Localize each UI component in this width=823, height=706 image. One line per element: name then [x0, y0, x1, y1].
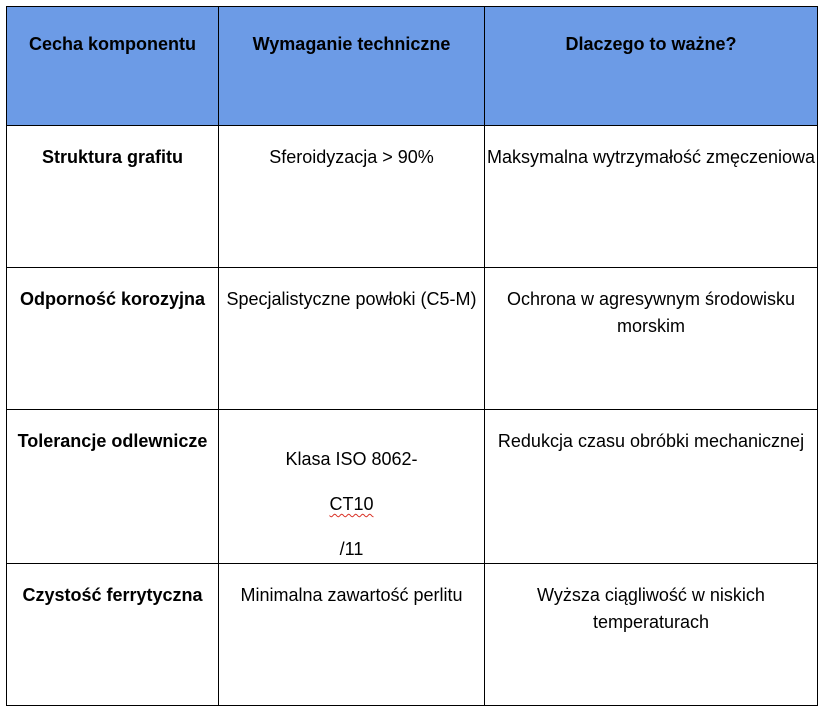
requirement-prefix: Klasa ISO 8062-: [285, 449, 418, 469]
reason-text: Maksymalna wytrzymałość zmęczeniowa: [486, 147, 816, 167]
requirement-cell: [219, 126, 485, 268]
feature-cell: [7, 126, 219, 268]
header-cell-feature: [7, 7, 219, 126]
requirement-cell: [219, 564, 485, 706]
requirement-text: Specjalistyczne powłoki (C5-M): [226, 289, 477, 309]
reason-text: Ochrona w agresywnym środowisku morskim: [506, 289, 796, 336]
reason-cell: [485, 268, 818, 410]
reason-cell: [485, 410, 818, 564]
feature-text: Czystość ferrytyczna: [22, 585, 203, 605]
reason-cell: [485, 564, 818, 706]
requirement-text: Sferoidyzacja > 90%: [269, 147, 434, 167]
requirement-cell: [219, 410, 485, 564]
reason-text: Wyższa ciągliwość w niskich temperaturach: [537, 585, 765, 632]
requirement-suffix: /11: [339, 539, 364, 559]
feature-cell: [7, 268, 219, 410]
header-feature-label: Cecha komponentu: [28, 34, 197, 54]
requirements-table: [6, 6, 818, 706]
table-row: [7, 564, 818, 706]
table-row: [7, 126, 818, 268]
requirement-text: [219, 410, 484, 563]
header-cell-requirement: [219, 7, 485, 126]
feature-text: Odporność korozyjna: [19, 289, 206, 309]
spellcheck-flagged-word[interactable]: CT10: [329, 494, 374, 514]
table-header-row: [7, 7, 818, 126]
feature-cell: [7, 564, 219, 706]
feature-text: Struktura grafitu: [41, 147, 183, 167]
reason-cell: [485, 126, 818, 268]
feature-text: Tolerancje odlewnicze: [17, 431, 208, 451]
requirement-cell: [219, 268, 485, 410]
reason-text: Redukcja czasu obróbki mechanicznej: [497, 431, 805, 451]
table-row: [7, 268, 818, 410]
header-cell-reason: [485, 7, 818, 126]
header-reason-label: Dlaczego to ważne?: [565, 34, 737, 54]
header-requirement-label: Wymaganie techniczne: [252, 34, 451, 54]
requirement-text: Minimalna zawartość perlitu: [240, 585, 463, 605]
feature-cell: [7, 410, 219, 564]
requirements-table-container: [6, 6, 818, 706]
table-row: [7, 410, 818, 564]
